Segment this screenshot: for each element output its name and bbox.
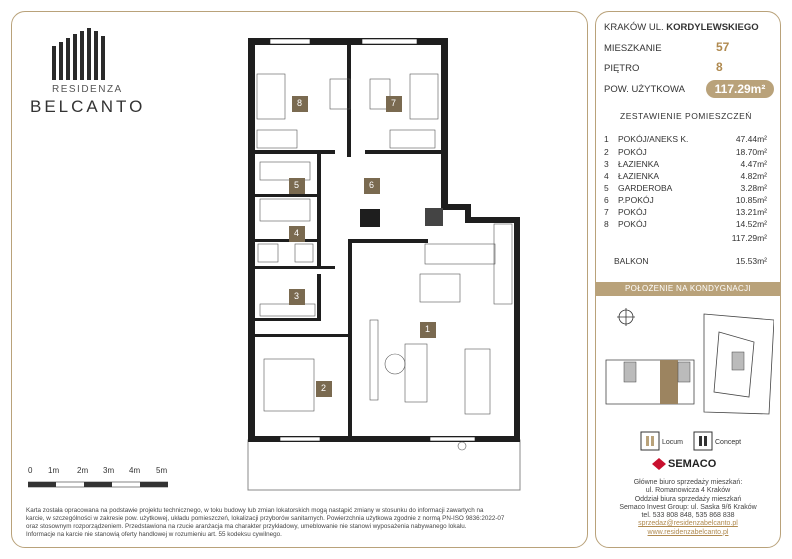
scale-label-5m: 5m [156,466,168,475]
room-number: 2 [604,147,609,157]
room-number: 7 [604,207,609,217]
room-area: 4.47m² [740,159,767,169]
semaco-label: SEMACO [668,458,717,470]
room-number: 6 [604,195,609,205]
contact-info [598,479,778,537]
locum-label: Locum [662,439,684,446]
balcony-outline [248,440,520,490]
balcony-label: BALKON [614,256,649,266]
room-label-1: 1 [425,324,431,334]
disclaimer-line: Karta została opracowana na podstawie projektu technicznego, w toku budowy lub zmian lokatorskich mogą nastąpić zmiany w stosunku do informacji zawartych na [26,507,484,514]
address [604,22,759,33]
contact-line: tel. 533 808 848, 535 868 838 [641,512,735,520]
location-map [604,302,774,420]
room-row [604,219,767,230]
locum-logo-icon [640,431,660,451]
room-label-8: 8 [297,98,303,108]
disclaimer-line: oraz stosownym rozporządzeniem. Przedstawiona na rzucie aranżacja ma charakter przykładowy, umeblowanie nie stanowi wyposażenia nabywanego lokalu. [26,523,467,530]
wall-left [248,38,255,442]
belcanto-logo [52,28,112,80]
room-number: 5 [604,183,609,193]
room-area: 18.70m² [735,147,767,157]
wall-8-7 [347,45,351,157]
room-row [604,183,767,194]
scale-label-3m: 3m [103,466,115,475]
address-prefix: KRAKÓW UL. [604,22,664,33]
wall-right [514,217,520,442]
rooms-total-row [604,233,767,244]
room-number: 1 [604,134,609,144]
area-label: POW. UŻYTKOWA [604,84,685,95]
room-number: 8 [604,219,609,229]
flat-label: MIESZKANIE [604,43,662,54]
rooms-title: ZESTAWIENIE POMIESZCZEŃ [620,111,752,121]
position-title: POŁOŻENIE NA KONDYGNACJI [596,282,780,296]
brand-title: BELCANTO [30,97,146,116]
room-label-3: 3 [294,291,300,301]
disclaimer [26,507,566,539]
wall-right-upper [441,38,448,210]
disclaimer-line: karcie, w szczególności w zakresie pow. użytkowej, układu pomieszczeń, lokalizacji przyborów sanitarnych. Powierzchnia użytkowa zgodnie z normą PN-ISO 9836:2022-07 [26,515,505,522]
room-label-7: 7 [391,98,397,108]
address-street: KORDYLEWSKIEGO [666,22,759,33]
room-label-6: 6 [369,180,375,190]
room-label-5: 5 [294,180,300,190]
balcony-area: 15.53m² [735,256,767,266]
room-label-4: 4 [294,228,300,238]
room-name: POKÓJ/ANEKS K. [618,134,689,144]
room-label-2: 2 [321,383,327,393]
room-number: 3 [604,159,609,169]
room-name: GARDEROBA [618,183,673,193]
room-name: POKÓJ [618,147,647,157]
wall-right-top [465,217,520,223]
room-row [604,147,767,158]
contact-line: Oddział biura sprzedaży mieszkań [634,495,742,503]
scale-bar [28,480,168,488]
brand-small: RESIDENZA [52,84,123,95]
disclaimer-line: Informacje na karcie nie stanowią oferty handlowej w rozumieniu art. 55 kodeksu cywilnego. [26,531,282,538]
room-name: POKÓJ [618,207,647,217]
room-row [604,207,767,218]
room-row [604,171,767,182]
floor-label: PIĘTRO [604,63,640,74]
contact-line: Semaco Invest Group: ul. Saska 9/6 Kraków [619,503,757,511]
area-value-badge: 117.29m² [706,80,774,98]
room-name: POKÓJ [618,219,647,229]
concept-label: Concept [715,439,742,446]
contact-line: ul. Romanowicza 4 Kraków [645,487,731,495]
scale-label-1m: 1m [48,466,60,475]
room-area: 47.44m² [735,134,767,144]
room-area: 13.21m² [735,207,767,217]
scale-label-2m: 2m [77,466,89,475]
room-row [604,195,767,206]
flat-value: 57 [716,40,730,54]
balcony-row [604,256,767,267]
room-name: ŁAZIENKA [618,171,660,181]
room-name: P.POKÓJ [618,195,654,205]
scale-label-4m: 4m [129,466,141,475]
room-number: 4 [604,171,609,181]
room-area: 10.85m² [735,195,767,205]
scale-label-0: 0 [28,466,33,475]
website-link[interactable]: www.residenzabelcanto.pl [647,528,729,536]
concept-logo-icon [693,431,713,451]
room-area: 4.82m² [740,171,767,181]
room-row [604,134,767,145]
floor-value: 8 [716,60,723,74]
room-row [604,159,767,170]
floor-plan [240,34,530,494]
room-area: 3.28m² [740,183,767,193]
contact-line: Główne biuro sprzedaży mieszkań: [633,479,743,486]
email-link[interactable]: sprzedaz@residenzabelcanto.pl [638,520,738,528]
semaco-logo-icon [652,458,666,470]
wall-step [441,204,471,210]
room-area: 14.52m² [735,219,767,229]
apartment-highlight [660,360,678,404]
rooms-total: 117.29m² [731,233,767,243]
room-name: ŁAZIENKA [618,159,660,169]
